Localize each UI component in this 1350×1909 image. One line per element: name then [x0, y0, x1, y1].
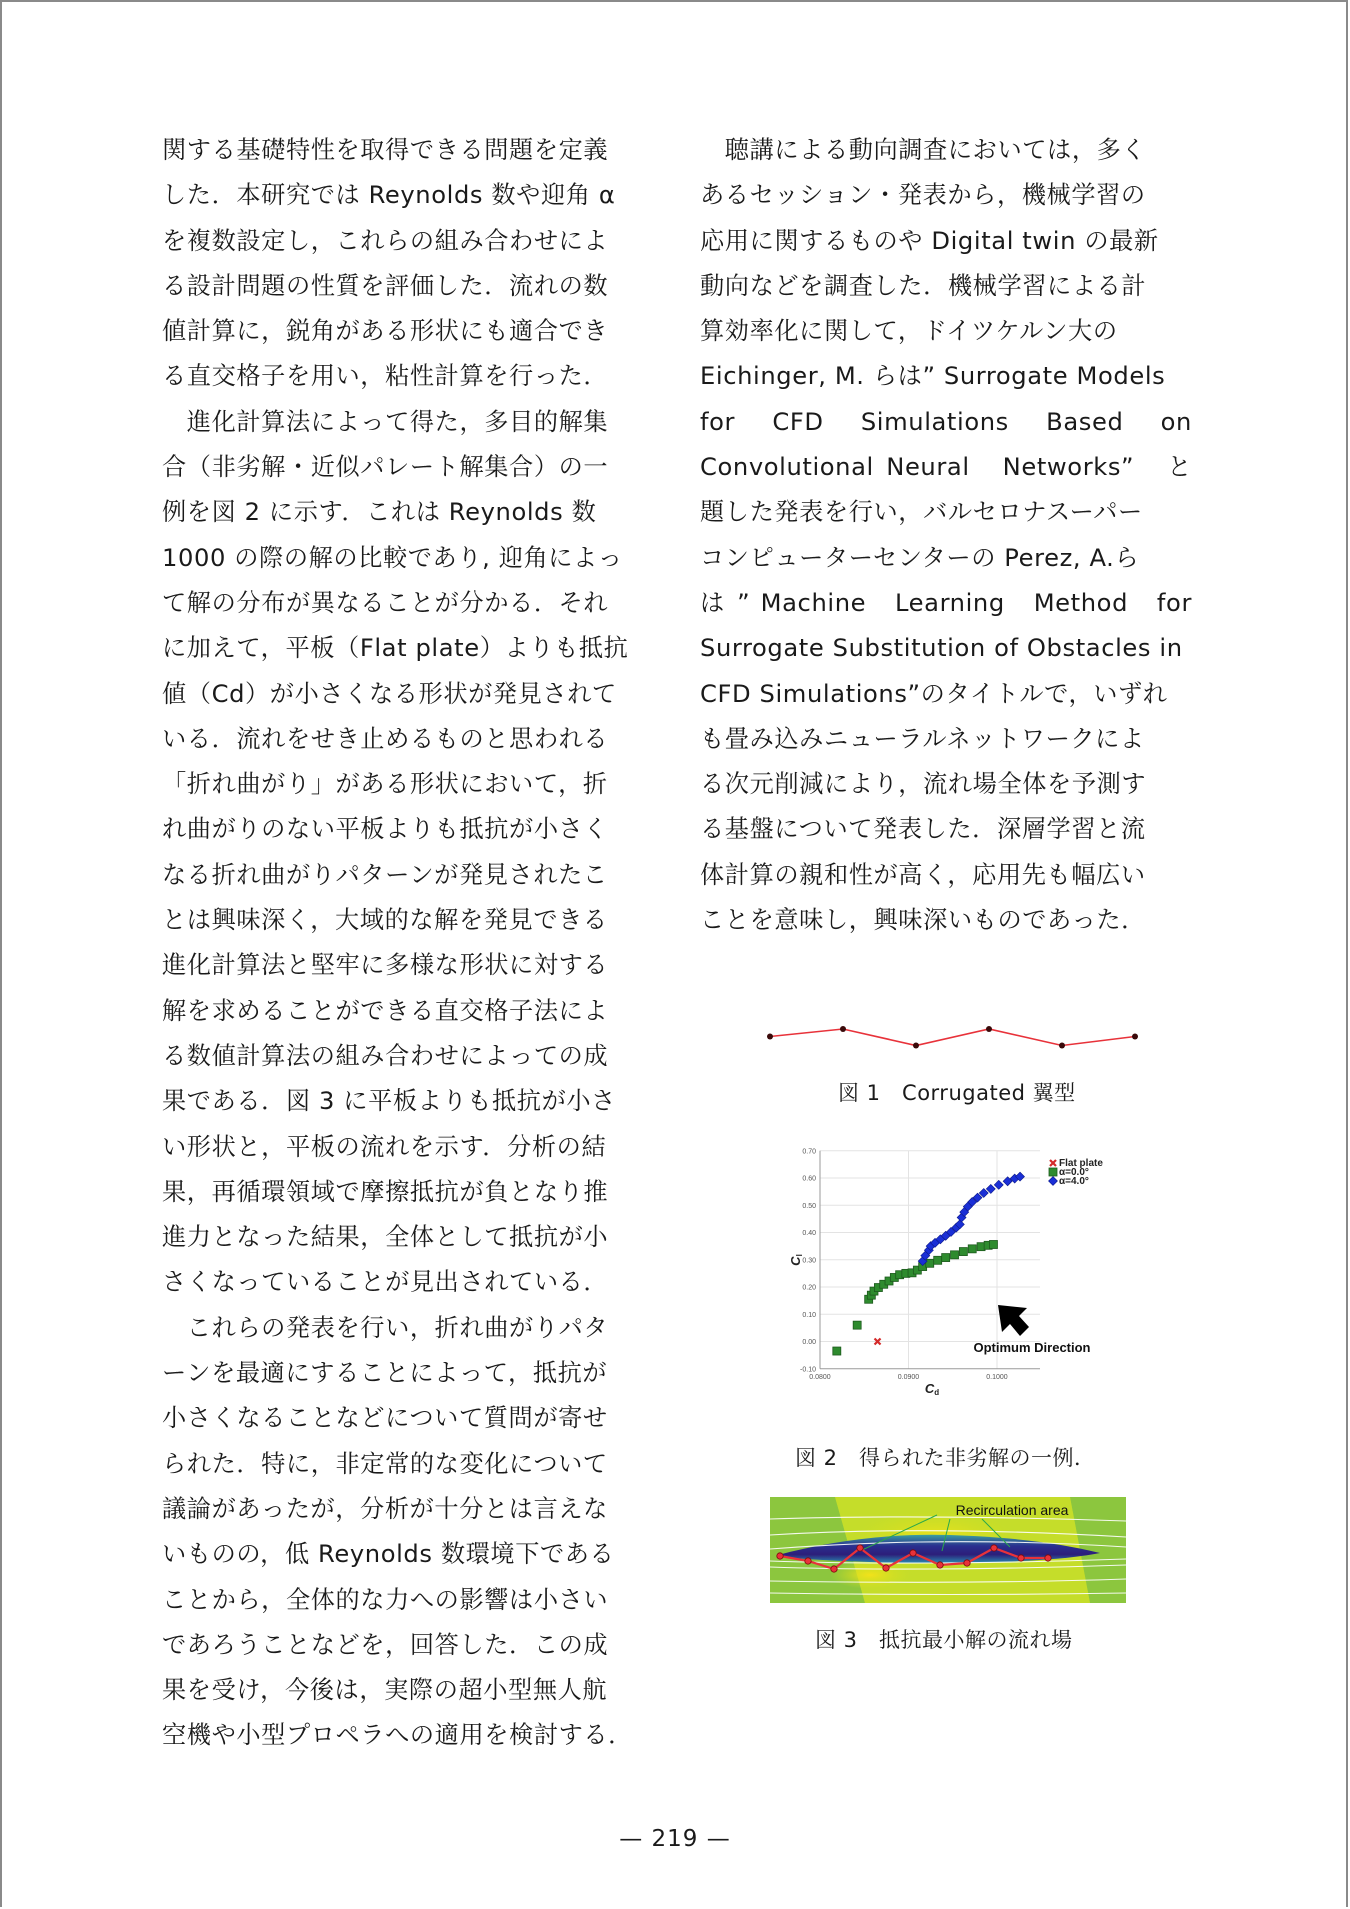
figure-3-caption: 図 3 抵抗最小解の流れ場 [815, 1628, 1073, 1652]
text-line: られた．特に，非定常的な変化について [162, 1449, 608, 1478]
text-line: ことを意味し，興味深いものであった． [700, 906, 1146, 935]
text-line: Eichinger, M. らは” Surrogate Models [700, 362, 1166, 391]
text-line: ーンを最適にすることによって，抵抗が [162, 1359, 608, 1388]
text-line: Surrogate Substitution of Obstacles in [700, 634, 1183, 663]
svg-text:Cl: Cl [788, 1254, 804, 1266]
text-line: 例を図 2 に示す．これは Reynolds 数 [162, 498, 597, 527]
right-column-text [700, 128, 1192, 943]
page-number: — 219 — [619, 1826, 731, 1852]
text-line: 聴講による動向調査においては，多く [700, 136, 1147, 164]
text-line: る基盤について発表した．深層学習と流 [700, 815, 1146, 844]
text-line: 値計算に，鋭角がある形状にも適合でき [162, 317, 609, 346]
text-line: 小さくなることなどについて質問が寄せ [162, 1404, 608, 1433]
text-line: 進化計算法によって得た，多目的解集 [162, 407, 609, 436]
svg-text:0.70: 0.70 [802, 1148, 816, 1156]
text-line: 題した発表を行い，バルセロナスーパー [700, 498, 1143, 527]
figure-2-caption: 図 2 得られた非劣解の一例． [795, 1446, 1096, 1470]
text-line: for CFD Simulations Based on [700, 407, 1192, 436]
svg-text:Cd: Cd [924, 1381, 940, 1397]
text-line: 果を受け，今後は，実際の超小型無人航 [162, 1676, 608, 1705]
text-line: Convolutional Neural Networks” と [700, 453, 1192, 482]
text-line: も畳み込みニューラルネットワークによ [700, 724, 1145, 753]
svg-text:0.0800: 0.0800 [809, 1373, 831, 1381]
text-line: いる．流れをせき止めるものと思われる [162, 724, 609, 753]
text-line: を複数設定し，これらの組み合わせによ [162, 226, 609, 255]
text-line: 算効率化に関して，ドイツケルン大の [700, 317, 1118, 346]
text-line: した．本研究では Reynolds 数や迎角 α [162, 181, 616, 210]
svg-text:Flat plate: Flat plate [1059, 1158, 1103, 1169]
text-line: 体計算の親和性が高く，応用先も幅広い [700, 860, 1146, 889]
text-line: 議論があったが，分析が十分とは言えな [162, 1494, 608, 1523]
text-line: コンピューターセンターの Perez, A.ら [700, 543, 1140, 572]
text-line: る設計問題の性質を評価した．流れの数 [162, 271, 609, 300]
text-line: 果，再循環領域で摩擦抵抗が負となり推 [162, 1177, 609, 1206]
svg-text:0.30: 0.30 [802, 1257, 816, 1265]
text-line: る直交格子を用い，粘性計算を行った． [162, 362, 609, 391]
text-line: であろうことなどを，回答した．この成 [162, 1630, 609, 1659]
text-line: CFD Simulations”のタイトルで，いずれ [700, 679, 1168, 708]
text-line: に加えて，平板（Flat plate）よりも抵抗 [162, 634, 629, 663]
svg-text:0.0900: 0.0900 [897, 1373, 920, 1381]
text-line: 動向などを調査した．機械学習による計 [700, 271, 1147, 300]
svg-text:0.50: 0.50 [802, 1202, 816, 1210]
text-line: 空機や小型プロペラへの適用を検討する． [162, 1721, 633, 1750]
figure-2-pareto-chart [780, 1140, 1120, 1400]
recirculation-area-label: Recirculation area [955, 1502, 1069, 1518]
text-line: 進力となった結果，全体として抵抗が小 [162, 1223, 609, 1252]
svg-text:0.00: 0.00 [802, 1339, 816, 1346]
svg-text:α=0.0°: α=0.0° [1059, 1167, 1089, 1178]
figure-1-corrugated-airfoil [760, 1020, 1145, 1070]
optimum-direction-label: Optimum Direction [973, 1340, 1091, 1355]
text-line: て解の分布が異なることが分かる．それ [162, 588, 609, 617]
text-line: 「折れ曲がり」がある形状において，折 [162, 770, 608, 799]
text-line: い形状と，平板の流れを示す．分析の結 [162, 1132, 607, 1161]
text-line: 関する基礎特性を取得できる問題を定義 [162, 136, 609, 164]
figure-3-flow-field [770, 1497, 1126, 1603]
text-line: ことから，全体的な力への影響は小さい [162, 1585, 609, 1614]
text-line: 合（非劣解・近似パレート解集合）の一 [162, 453, 609, 482]
text-line: とは興味深く，大域的な解を発見できる [162, 906, 608, 935]
text-line: 応用に関するものや Digital twin の最新 [700, 226, 1159, 255]
text-line: 値（Cd）が小さくなる形状が発見されて [162, 679, 617, 708]
svg-text:0.60: 0.60 [802, 1175, 816, 1183]
text-line: れ曲がりのない平板よりも抵抗が小さく [162, 815, 609, 844]
svg-text:-0.10: -0.10 [800, 1366, 816, 1374]
text-line: 進化計算法と堅牢に多様な形状に対する [162, 951, 609, 980]
text-line: これらの発表を行い，折れ曲がりパタ [162, 1313, 609, 1342]
svg-text:0.40: 0.40 [802, 1230, 816, 1237]
figure-1-caption: 図 1 Corrugated 翼型 [838, 1081, 1076, 1105]
text-line: あるセッション・発表から，機械学習の [700, 181, 1146, 210]
svg-text:0.1000: 0.1000 [986, 1373, 1008, 1381]
svg-text:0.10: 0.10 [802, 1311, 816, 1319]
svg-text:0.20: 0.20 [802, 1284, 816, 1292]
text-line: さくなっていることが見出されている． [162, 1268, 609, 1297]
text-line: なる折れ曲がりパターンが発見されたこ [162, 860, 608, 889]
text-line: る数値計算法の組み合わせによっての成 [162, 1041, 609, 1070]
text-line: 果である．図 3 に平板よりも抵抗が小さ [162, 1087, 616, 1116]
text-line: 1000 の際の解の比較であり, 迎角によっ [162, 543, 623, 572]
text-line: 解を求めることができる直交格子法によ [162, 996, 609, 1025]
text-line: る次元削減により，流れ場全体を予測す [700, 770, 1147, 799]
text-line: は ” Machine Learning Method for [700, 588, 1192, 617]
svg-text:α=4.0°: α=4.0° [1059, 1176, 1089, 1187]
text-line: いものの，低 Reynolds 数環境下である [162, 1540, 615, 1569]
left-column-text [162, 128, 654, 1759]
